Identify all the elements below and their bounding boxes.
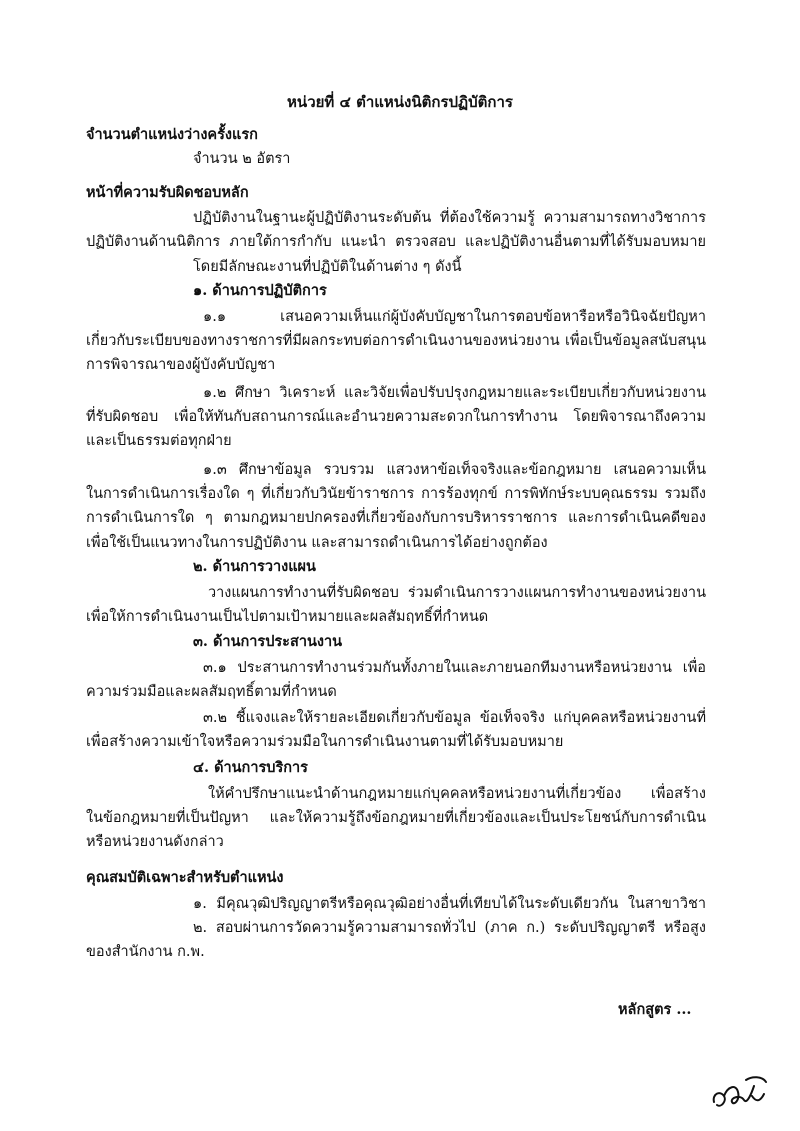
paragraph-line: ในการดำเนินการเรื่องใด ๆ ที่เกี่ยวกับวินัยข้าราชการ การร้องทุกข์ การพิทักษ์ระบบคุณธรรม รวมถึง (86, 486, 706, 502)
continuation-note: หลักสูตร ... (618, 1001, 692, 1018)
paragraph-line: และเป็นธรรมต่อทุกฝ่าย (86, 433, 232, 449)
paragraph-line: ที่รับผิดชอบ เพื่อให้ทันกับสถานการณ์และอำนวยความสะดวกในการทำงาน โดยพิจารณาถึงความ (86, 409, 706, 425)
paragraph-line: วางแผนการทำงานที่รับผิดชอบ ร่วมดำเนินการวางแผนการทำงานของหน่วยงาน (208, 585, 706, 601)
page-title: หน่วยที่ ๔ ตำแหน่งนิติกรปฏิบัติการ (287, 93, 513, 111)
section-heading: ๒. ด้านการวางแผน (193, 558, 316, 575)
qualification-line: ๒. สอบผ่านการวัดความรู้ความสามารถทั่วไป (ภาค ก.) ระดับปริญญาตรี หรือสูง (193, 920, 706, 936)
paragraph-line: เกี่ยวกับระเบียบของทางราชการที่มีผลกระทบต่อการดำเนินงานของหน่วยงาน เพื่อเป็นข้อมูลสนับสนุน (86, 333, 706, 349)
paragraph-line: ๑.๑ เสนอความเห็นแก่ผู้บังคับบัญชาในการตอบข้อหารือหรือวินิจฉัยปัญหา (203, 309, 706, 325)
vacancy-heading: จำนวนตำแหน่งว่างครั้งแรก (86, 126, 258, 143)
paragraph-line: ๓.๑ ประสานการทำงานร่วมกันทั้งภายในและภายนอกทีมงานหรือหน่วยงาน เพื่อ (203, 660, 706, 676)
paragraph-line: ในข้อกฎหมายที่เป็นปัญหา และให้ความรู้ถึงข้อกฎหมายที่เกี่ยวข้องและเป็นประโยชน์กับการดำเนิน (86, 810, 706, 826)
paragraph-line: เพื่อสร้างความเข้าใจหรือความร่วมมือในการดำเนินงานตามที่ได้รับมอบหมาย (86, 734, 564, 750)
qualification-line: ของสำนักงาน ก.พ. (86, 944, 205, 960)
signature (708, 1072, 770, 1116)
qualifications-heading: คุณสมบัติเฉพาะสำหรับตำแหน่ง (86, 869, 284, 886)
duties-heading: หน้าที่ความรับผิดชอบหลัก (86, 184, 249, 201)
duties-intro-line: ปฏิบัติงานในฐานะผู้ปฏิบัติงานระดับต้น ที่ต้องใช้ความรู้ ความสามารถทางวิชาการ (193, 210, 706, 226)
paragraph-line: ความร่วมมือและผลสัมฤทธิ์ตามที่กำหนด (86, 684, 337, 700)
paragraph-line: การพิจารณาของผู้บังคับบัญชา (86, 357, 276, 373)
paragraph-line: เพื่อให้การดำเนินงานเป็นไปตามเป้าหมายและผลสัมฤทธิ์ที่กำหนด (86, 609, 489, 625)
paragraph-line: ๑.๓ ศึกษาข้อมูล รวบรวม แสวงหาข้อเท็จจริงและข้อกฎหมาย เสนอความเห็น (203, 462, 706, 478)
paragraph-line: ๓.๒ ชี้แจงและให้รายละเอียดเกี่ยวกับข้อมูล ข้อเท็จจริง แก่บุคคลหรือหน่วยงานที่ (203, 710, 706, 726)
section-heading: ๓. ด้านการประสานงาน (193, 633, 343, 650)
section-heading: ๔. ด้านการบริการ (193, 759, 308, 776)
paragraph-line: เพื่อใช้เป็นแนวทางในการปฏิบัติงาน และสามารถดำเนินการได้อย่างถูกต้อง (86, 535, 548, 551)
paragraph-line: หรือหน่วยงานดังกล่าว (86, 834, 224, 850)
paragraph-line: ให้คำปรึกษาแนะนำด้านกฎหมายแก่บุคคลหรือหน่วยงานที่เกี่ยวข้อง เพื่อสร้าง (208, 786, 706, 802)
duties-intro-line: ปฏิบัติงานด้านนิติการ ภายใต้การกำกับ แนะนำ ตรวจสอบ และปฏิบัติงานอื่นตามที่ได้รับมอบหมาย (86, 234, 706, 250)
paragraph-line: ๑.๒ ศึกษา วิเคราะห์ และวิจัยเพื่อปรับปรุงกฎหมายและระเบียบเกี่ยวกับหน่วยงาน (203, 385, 706, 401)
duties-intro-line: โดยมีลักษณะงานที่ปฏิบัติในด้านต่าง ๆ ดังนี้ (193, 259, 462, 275)
vacancy-count: จำนวน ๒ อัตรา (193, 151, 291, 167)
qualification-line: ๑. มีคุณวุฒิปริญญาตรีหรือคุณวุฒิอย่างอื่นที่เทียบได้ในระดับเดียวกัน ในสาขาวิชา (193, 896, 706, 912)
section-heading: ๑. ด้านการปฏิบัติการ (193, 282, 327, 299)
paragraph-line: การดำเนินการใด ๆ ตามกฎหมายปกครองที่เกี่ยวข้องกับการบริหารราชการ และการดำเนินคดีของ (86, 510, 706, 526)
